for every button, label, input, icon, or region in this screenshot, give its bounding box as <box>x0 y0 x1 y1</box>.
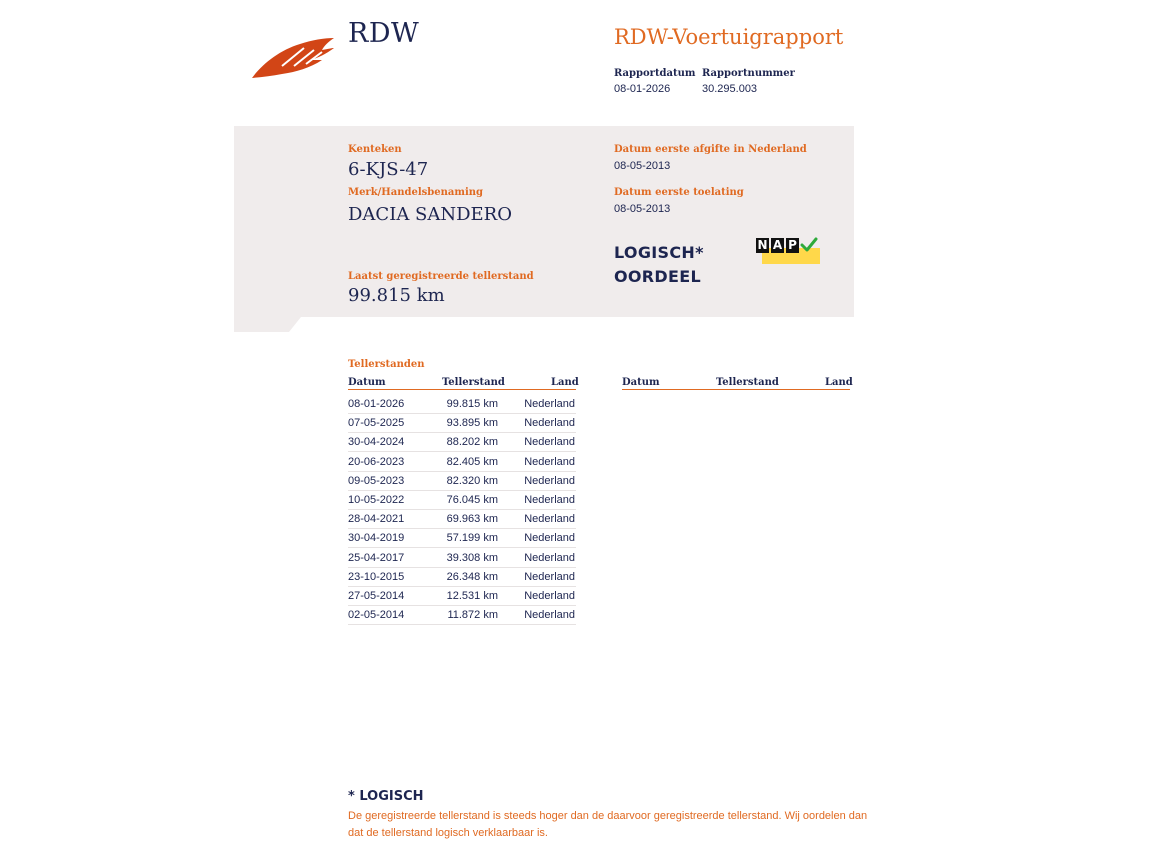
col-reading-header: Tellerstand <box>442 377 505 388</box>
table-row <box>348 432 576 452</box>
row-country: Nederland <box>524 474 575 487</box>
checkmark-icon <box>800 236 818 254</box>
row-country: Nederland <box>524 494 575 506</box>
table-row <box>348 394 576 414</box>
nap-letter-a: A <box>772 238 783 252</box>
row-date: 08-01-2026 <box>348 398 405 410</box>
row-country: Nederland <box>524 532 575 545</box>
table-row <box>348 413 576 433</box>
readings-section-title: Tellerstanden <box>348 359 425 370</box>
odometer-label: Laatst geregistreerde tellerstand <box>348 271 534 282</box>
table-header-rule <box>348 389 576 390</box>
row-reading: 26.348 km <box>446 570 498 583</box>
first-admission-label: Datum eerste toelating <box>614 187 744 198</box>
table-row <box>348 567 576 587</box>
footnote-title-text: LOGISCH <box>359 789 424 804</box>
table-row <box>348 528 576 548</box>
col-date-header: Datum <box>348 377 386 388</box>
make-label: Merk/Handelsbenaming <box>348 187 484 198</box>
row-country: Nederland <box>524 436 575 449</box>
verdict-line1: LOGISCH* <box>614 243 704 262</box>
nap-letter-n: N <box>757 238 768 252</box>
first-admission-value: 08-05-2013 <box>614 203 671 215</box>
verdict-line2: OORDEEL <box>614 267 701 286</box>
report-date-value: 08-01-2026 <box>614 83 671 95</box>
row-country: Nederland <box>524 455 575 468</box>
table-row <box>348 490 576 510</box>
row-date: 27-05-2014 <box>348 590 405 602</box>
footnote-text: De geregistreerde tellerstand is steeds hoger dan de daarvoor geregistreerde tellerstand. Wij oordelen dan dat de tellerstand logisch verklaarbaar is. <box>348 810 868 839</box>
row-country: Nederland <box>524 417 575 430</box>
row-country: Nederland <box>524 513 575 526</box>
row-date: 09-05-2023 <box>348 474 405 487</box>
report-title: RDW-Voertuigrapport <box>614 25 844 49</box>
table-row <box>348 509 576 529</box>
rdw-logo-icon <box>252 36 336 80</box>
col-date-header-right: Datum <box>622 377 660 388</box>
first-nl-value: 08-05-2013 <box>614 160 671 172</box>
col-country-header: Land <box>551 377 579 388</box>
table-row <box>348 586 576 606</box>
row-reading: 99.815 km <box>446 398 498 410</box>
row-date: 20-06-2023 <box>348 455 405 468</box>
report-number-value: 30.295.003 <box>702 83 758 95</box>
row-country: Nederland <box>524 551 575 564</box>
vehicle-summary-panel <box>234 126 854 332</box>
row-reading: 82.320 km <box>446 474 498 487</box>
table-row <box>348 548 576 568</box>
nap-badge <box>756 238 820 264</box>
row-date: 02-05-2014 <box>348 609 405 622</box>
plate-label: Kenteken <box>348 144 402 155</box>
row-reading: 69.963 km <box>446 513 498 526</box>
nap-letter-p: P <box>786 238 799 253</box>
make-value: DACIA SANDERO <box>348 204 512 225</box>
row-reading: 82.405 km <box>446 455 498 468</box>
report-number-label: Rapportnummer <box>702 68 795 79</box>
plate-value: 6-KJS-47 <box>348 159 429 180</box>
row-country: Nederland <box>524 590 575 602</box>
row-reading: 93.895 km <box>446 417 498 430</box>
row-reading: 11.872 km <box>447 609 498 622</box>
row-country: Nederland <box>524 398 575 410</box>
row-reading: 39.308 km <box>446 551 498 564</box>
col-reading-header-right: Tellerstand <box>716 377 779 388</box>
table-row <box>348 452 576 472</box>
table-row <box>348 471 576 491</box>
report-date-label: Rapportdatum <box>614 68 696 79</box>
row-date: 30-04-2019 <box>348 532 405 545</box>
footnote-title: * LOGISCH <box>348 789 424 804</box>
odometer-value: 99.815 km <box>348 285 445 306</box>
row-date: 28-04-2021 <box>348 513 405 526</box>
row-reading: 12.531 km <box>446 590 498 602</box>
row-date: 25-04-2017 <box>348 551 405 564</box>
row-reading: 76.045 km <box>446 494 498 506</box>
first-nl-label: Datum eerste afgifte in Nederland <box>614 144 807 155</box>
row-country: Nederland <box>524 570 575 583</box>
row-date: 23-10-2015 <box>348 570 405 583</box>
brand-name: RDW <box>348 18 420 49</box>
row-reading: 88.202 km <box>446 436 498 449</box>
row-country: Nederland <box>524 609 575 622</box>
row-date: 07-05-2025 <box>348 417 405 430</box>
table-row <box>348 605 576 625</box>
row-date: 30-04-2024 <box>348 436 405 449</box>
row-date: 10-05-2022 <box>348 494 405 506</box>
col-country-header-right: Land <box>825 377 853 388</box>
table-header-rule-right <box>622 389 850 390</box>
row-reading: 57.199 km <box>446 532 498 545</box>
